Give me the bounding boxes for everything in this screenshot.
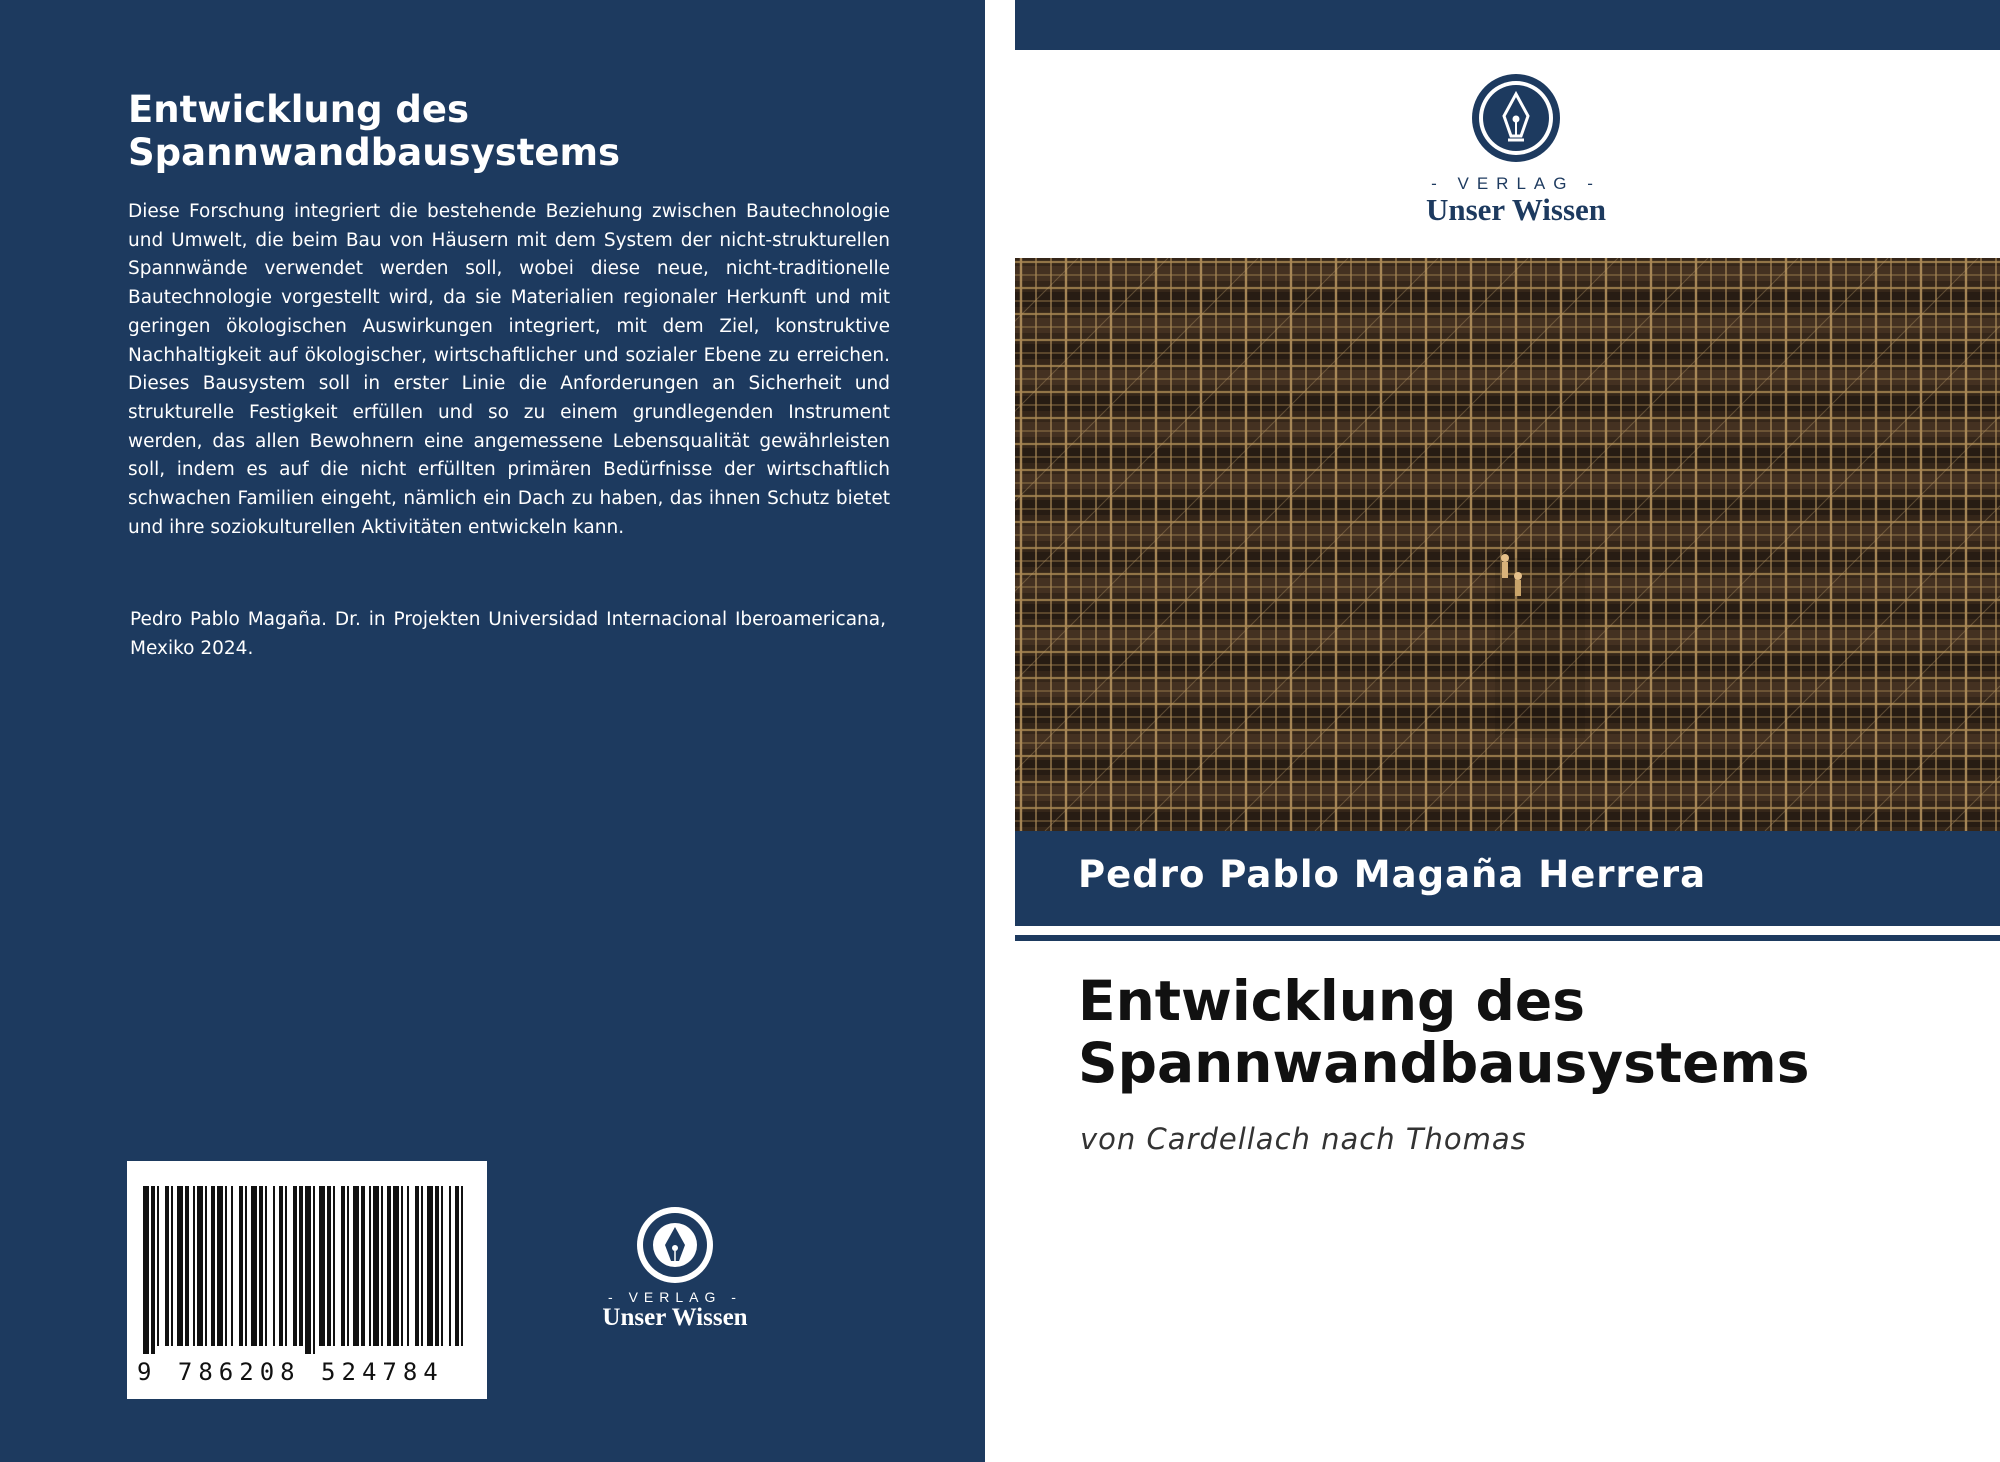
author-note: Pedro Pablo Magaña. Dr. in Projekten Universidad Internacional Iberoamericana, Mexiko 2024. (130, 609, 886, 659)
isbn-digits: 9 786208 524784 (137, 1358, 444, 1386)
back-publisher-logo (585, 1205, 765, 1331)
spine (985, 0, 1015, 1462)
author-band (1015, 831, 2000, 926)
front-cover (1015, 0, 2000, 1462)
cover-photo-scaffolding (1015, 258, 2000, 831)
author-name: Pedro Pablo Magaña Herrera (1078, 853, 1707, 896)
logo-publisher-name: Unser Wissen (1425, 192, 1607, 227)
pen-nib-icon (635, 1205, 715, 1285)
top-bar (1015, 0, 2000, 50)
back-cover (0, 0, 985, 1462)
pen-nib-icon (1470, 72, 1562, 164)
barcode-bars (141, 1186, 471, 1354)
back-title: Entwicklung des Spannwandbausystems (128, 88, 621, 174)
scaffolding-image (1015, 258, 2000, 831)
front-subtitle: von Cardellach nach Thomas (1080, 1122, 1527, 1156)
front-publisher-logo (1371, 72, 1661, 226)
logo-verlag-text: - VERLAG - (1431, 174, 1601, 193)
logo-verlag-text: - VERLAG - (608, 1289, 742, 1305)
logo-publisher-name: Unser Wissen (602, 1304, 748, 1331)
front-title: Entwicklung des Spannwandbausystems (1078, 969, 1810, 1095)
back-blurb: Diese Forschung integriert die bestehende Beziehung zwischen Bautechnologie und Umwelt, die beim Bau von Häusern mit dem System der nicht-strukturellen Spannwände verwendet werden soll, wobei diese neue, nicht-traditionelle Bautechnologie vorgestellt wird, da sie Materialien regionaler Herkunft und mit geringen ökologischen Auswirkungen integriert, mit dem Ziel, konstruktive Nachhaltigkeit auf ökologischer, wirtschaftlicher und sozialer Ebene zu erreichen. Dieses Bausystem soll in erster Linie die Anforderungen an Sicherheit und strukturelle Festigkeit erfüllen und so zu einem grundlegenden Instrument werden, das allen Bewohnern eine angemessene Lebensqualität gewährleisten soll, indem es auf die nicht erfüllten primären Bedürfnisse der wirtschaftlich schwachen Familien eingeht, nämlich ein Dach zu haben, das ihnen Schutz bietet und ihre soziokulturellen Aktivitäten entwickeln kann. (128, 201, 890, 538)
barcode (127, 1161, 487, 1399)
divider-rule (1015, 935, 2000, 941)
